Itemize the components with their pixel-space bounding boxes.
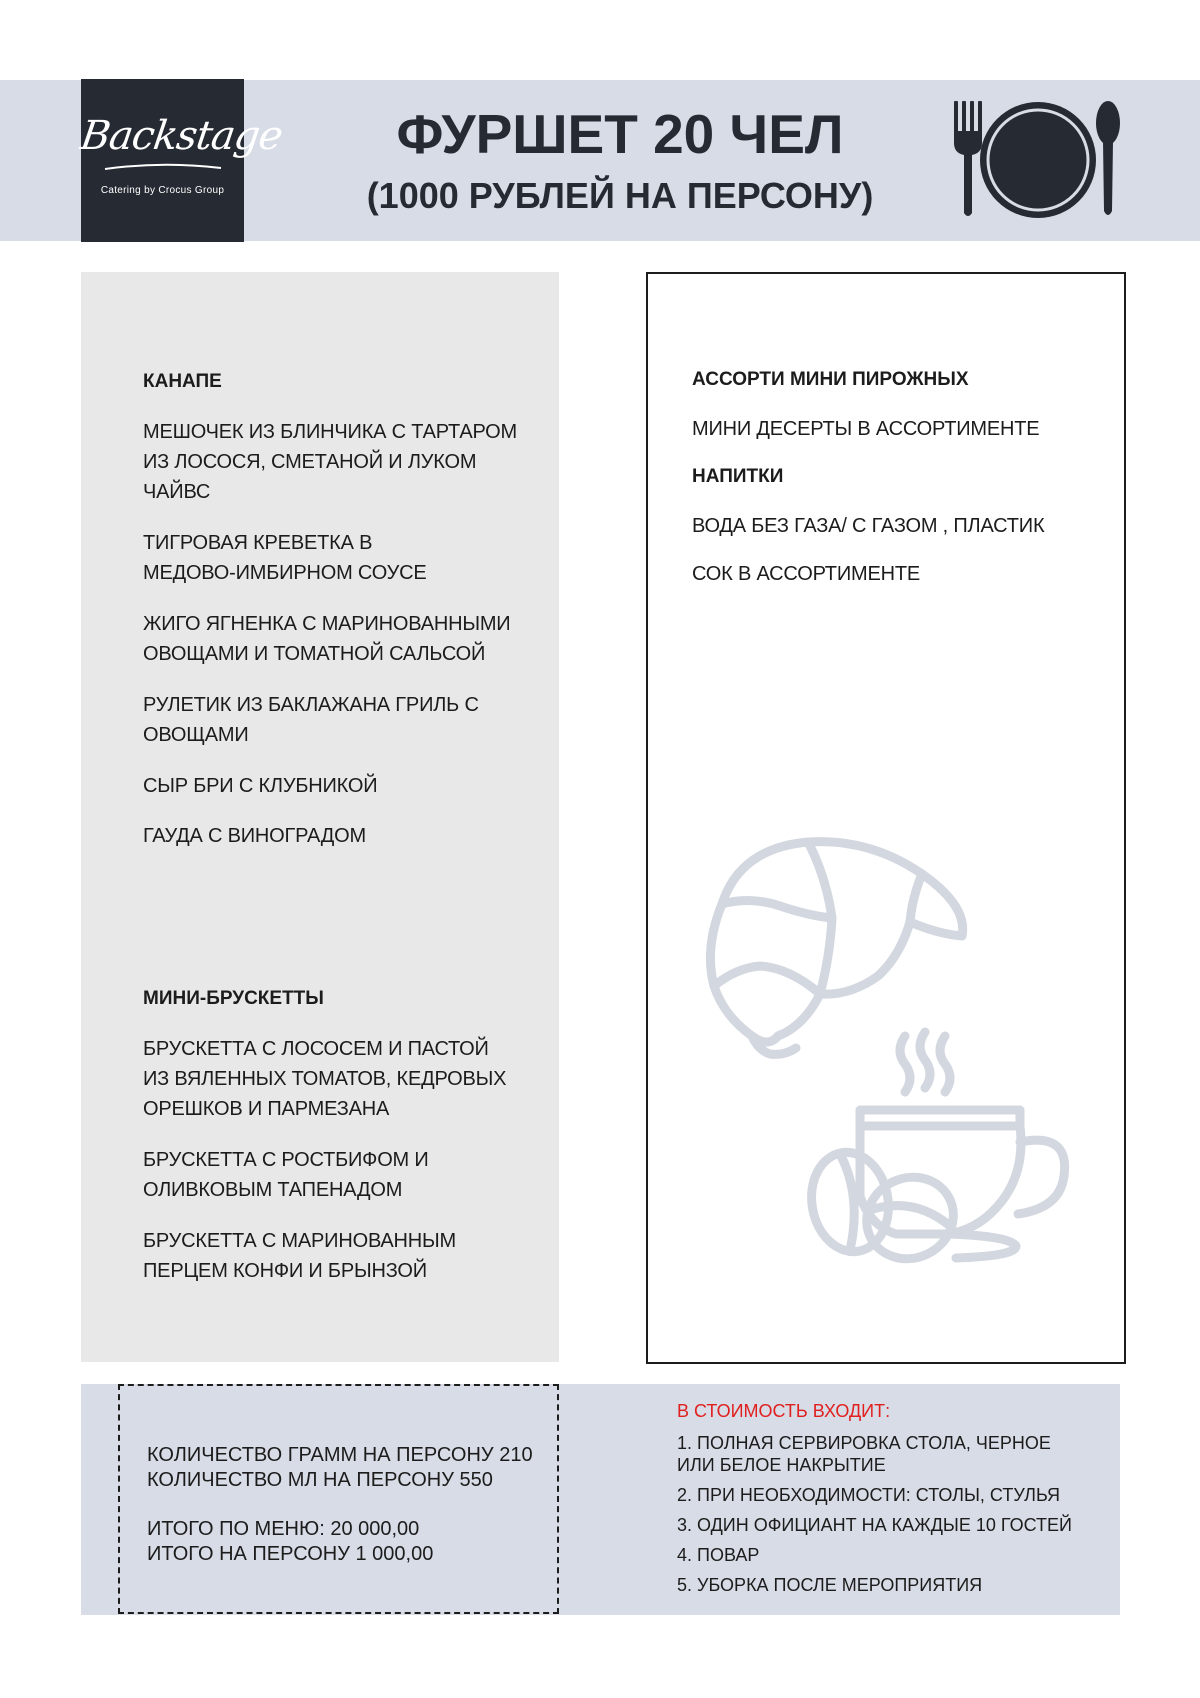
list-item: ВОДА БЕЗ ГАЗА/ С ГАЗОМ , ПЛАСТИК — [692, 515, 1045, 537]
grams-per-person: КОЛИЧЕСТВО ГРАММ НА ПЕРСОНУ 210 — [147, 1444, 533, 1466]
ml-per-person: КОЛИЧЕСТВО МЛ НА ПЕРСОНУ 550 — [147, 1469, 493, 1491]
list-item: СЫР БРИ С КЛУБНИКОЙ — [143, 775, 378, 797]
total-per-person: ИТОГО НА ПЕРСОНУ 1 000,00 — [147, 1543, 434, 1565]
list-item: РУЛЕТИК ИЗ БАКЛАЖАНА ГРИЛЬ С ОВОЩАМИ — [143, 694, 479, 746]
list-item: БРУСКЕТТА С ЛОСОСЕМ И ПАСТОЙ ИЗ ВЯЛЕННЫХ ТОМАТОВ, КЕДРОВЫХ ОРЕШКОВ И ПАРМЕЗАНА — [143, 1038, 507, 1120]
list-item: 3. ОДИН ОФИЦИАНТ НА КАЖДЫЕ 10 ГОСТЕЙ — [677, 1515, 1072, 1535]
list-item: МЕШОЧЕК ИЗ БЛИНЧИКА С ТАРТАРОМ ИЗ ЛОСОСЯ, СМЕТАНОЙ И ЛУКОМ ЧАЙВС — [143, 421, 518, 503]
section-heading-drinks: НАПИТКИ — [692, 466, 784, 487]
logo-wordmark: Backstage — [77, 113, 285, 159]
list-item: 2. ПРИ НЕОБХОДИМОСТИ: СТОЛЫ, СТУЛЬЯ — [677, 1485, 1060, 1505]
list-item: СОК В АССОРТИМЕНТЕ — [692, 563, 921, 585]
list-item: 1. ПОЛНАЯ СЕРВИРОВКА СТОЛА, ЧЕРНОЕ ИЛИ БЕЛОЕ НАКРЫТИЕ — [677, 1433, 1051, 1475]
list-item: ГАУДА С ВИНОГРАДОМ — [143, 825, 366, 847]
section-heading-desserts: АССОРТИ МИНИ ПИРОЖНЫХ — [692, 369, 969, 390]
totals-box — [118, 1384, 559, 1614]
fork-plate-spoon-icon — [950, 99, 1122, 221]
page-subtitle: (1000 РУБЛЕЙ НА ПЕРСОНУ) — [366, 175, 874, 216]
list-item: МИНИ ДЕСЕРТЫ В АССОРТИМЕНТЕ — [692, 418, 1040, 440]
list-item: ТИГРОВАЯ КРЕВЕТКА В МЕДОВО-ИМБИРНОМ СОУСЕ — [143, 532, 427, 584]
page-title: ФУРШЕТ 20 ЧЕЛ — [396, 103, 844, 165]
croissant-coffee-icon — [700, 836, 1070, 1276]
list-item: 4. ПОВАР — [677, 1545, 760, 1565]
total-menu: ИТОГО ПО МЕНЮ: 20 000,00 — [147, 1518, 420, 1540]
list-item: 5. УБОРКА ПОСЛЕ МЕРОПРИЯТИЯ — [677, 1575, 983, 1595]
logo-underline — [103, 163, 223, 173]
list-item: БРУСКЕТТА С РОСТБИФОМ И ОЛИВКОВЫМ ТАПЕНАДОМ — [143, 1149, 429, 1201]
section-heading-bruschetta: МИНИ-БРУСКЕТТЫ — [143, 988, 324, 1009]
list-item: ЖИГО ЯГНЕНКА С МАРИНОВАННЫМИ ОВОЩАМИ И ТОМАТНОЙ САЛЬСОЙ — [143, 613, 511, 665]
list-item: БРУСКЕТТА С МАРИНОВАННЫМ ПЕРЦЕМ КОНФИ И БРЫНЗОЙ — [143, 1230, 457, 1282]
logo-tagline: Catering by Crocus Group — [100, 185, 225, 196]
section-heading-canape: КАНАПЕ — [143, 371, 222, 392]
brand-logo — [77, 79, 285, 242]
included-heading: В СТОИМОСТЬ ВХОДИТ: — [677, 1401, 891, 1421]
